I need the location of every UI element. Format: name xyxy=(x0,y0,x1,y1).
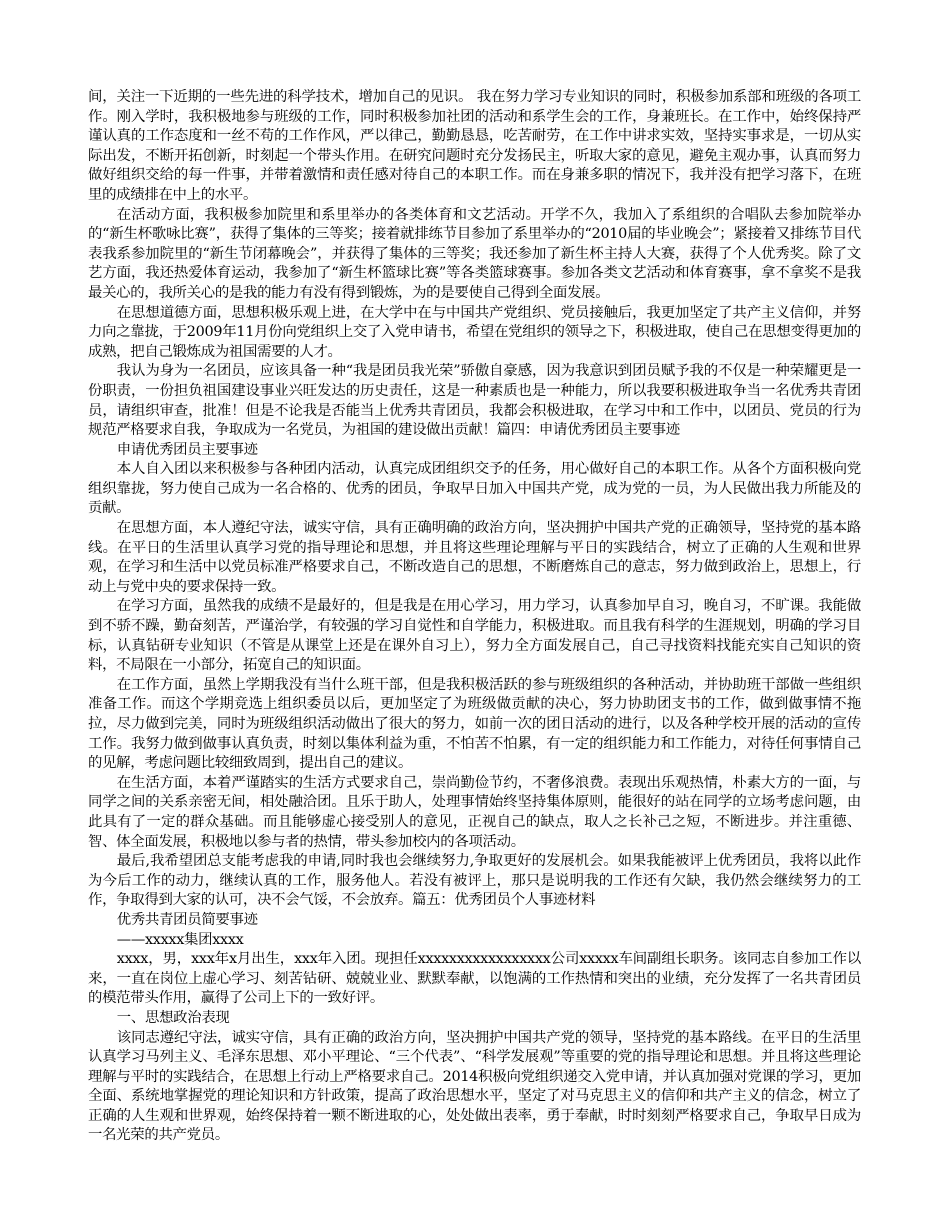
paragraph-10: 在生活方面，本着严谨踏实的生活方式要求自己，崇尚勤俭节约，不奢侈浪费。表现出乐观热情，朴素大方的一面，与同学之间的关系亲密无间，相处融洽团。且乐于助人，处理事情始终坚持集体原则，能很好的站在同学的立场考虑问题，由此具有了一定的群众基础。而且能够虚心接受别人的意见，正视自己的缺点，取人之长补己之短，不断进步。并注重德、智、体全面发展，积极地以参与者的热情，带头参加校内的各项活动。 xyxy=(88,774,861,850)
paragraph-8: 在学习方面，虽然我的成绩不是最好的，但是我是在用心学习，用力学习，认真参加早自习，晚自习，不旷课。我能做到不骄不躁，勤奋刻苦，严谨治学，有较强的学习自觉性和自学能力，积极进取。而且我有科学的生涯规划，明确的学习目标，认真钻研专业知识（不管是从课堂上还是在课外自习上），努力全方面发展自己，自己寻找资料找能充实自己知识的资料，不局限在一小部分，拓宽自己的知识面。 xyxy=(88,598,861,674)
paragraph-11: 最后,我希望团总支能考虑我的申请,同时我也会继续努力,争取更好的发展机会。如果我能被评上优秀团员，我将以此作为今后工作的动力，继续认真的工作，服务他人。若没有被评上，那只是说明我的工作还有欠缺，我仍然会继续努力的工作，争取得到大家的认可，决不会气馁，不会放弃。篇五：优秀团员个人事迹材料 xyxy=(88,853,861,909)
paragraph-14: xxxx，男，xxx年x月出生，xxx年入团。现担任xxxxxxxxxxxxxxxxx公司xxxxx车间副组长职务。该同志自参加工作以来，一直在岗位上虚心学习、刻苦钻研、兢兢业业、默默奉献，以饱满的工作热情和突出的业绩，充分发挥了一名共青团员的模范带头作用，赢得了公司上下的一致好评。 xyxy=(88,951,861,1007)
heading-brief: 优秀共青团员简要事迹 xyxy=(116,911,258,928)
paragraph-9: 在工作方面，虽然上学期我没有当什么班干部，但是我积极活跃的参与班级组织的各种活动，并协助班干部做一些组织准备工作。而这个学期竞选上组织委员以后，更加坚定了为班级做贡献的决心，努力协助团支书的工作，做到做事情不拖拉，尽力做到完美，同时为班级组织活动做出了很大的努力，如前一次的团日活动的进行，以及各种学校开展的活动的宣传工作。我努力做到做事认真负责，时刻以集体利益为重，不怕苦不怕累，有一定的组织能力和工作能力，对待任何事情自己的见解，考虑问题比较细致周到，提出自己的建议。 xyxy=(88,676,861,772)
heading-company: ——xxxxx集团xxxx xyxy=(116,931,244,948)
document-page xyxy=(88,88,861,1146)
section-heading-politics: 一、思想政治表现 xyxy=(116,1009,230,1026)
paragraph-7: 在思想方面，本人遵纪守法，诚实守信，具有正确明确的政治方向，坚决拥护中国共产党的正确领导，坚持党的基本路线。在平日的生活里认真学习党的指导理论和思想，并且将这些理论理解与平日的实践结合，树立了正确的人生观和世界观，在学习和生活中以党员标准严格要求自己，不断改造自己的思想，不断磨炼自己的意志，努力做到政治上，思想上，行动上与党中央的要求保持一致。 xyxy=(88,520,861,595)
paragraph-3: 在思想道德方面，思想积极乐观上进，在大学中在与中国共产党组织、党员接触后，我更加坚定了共产主义信仰，并努力向之靠拢，于2009年11月份向党组织上交了入党申请书，希望在党组织的领导之下，积极进取，使自己在思想变得更加的成熟，把自己锻炼成为祖国需要的人才。 xyxy=(88,304,861,360)
paragraph-2: 在活动方面，我积极参加院里和系里举办的各类体育和文艺活动。开学不久，我加入了系组织的合唱队去参加院举办的“新生杯歌咏比赛”，获得了集体的三等奖；接着就排练节目参加了系里举办的“2010届的毕业晚会”；紧接着又排练节目代表我系参加院里的“新生节闭幕晚会”，并获得了集体的三等奖；我还参加了新生杯主持人大赛，获得了个人优秀奖。除了文艺方面，我还热爱体育运动，我参加了“新生杯篮球比赛”等各类篮球赛事。参加各类文艺活动和体育赛事，拿不拿奖不是我最关心的，我所关心的是我的能力有没有得到锻炼，为的是要使自己得到全面发展。 xyxy=(88,206,861,301)
heading-application: 申请优秀团员主要事迹 xyxy=(116,441,258,458)
paragraph-16: 该同志遵纪守法，诚实守信，具有正确的政治方向，坚决拥护中国共产党的领导，坚持党的基本路线。在平日的生活里认真学习马列主义、毛泽东思想、邓小平理论、“三个代表”、“科学发展观”等重要的党的指导理论和思想。并且将这些理论理解与平时的实践结合，在思想上行动上严格要求自己。2014积极向党组织递交入党申请，并认真加强对党课的学习，更加全面、系统地掌握党的理论知识和方针政策，提高了政治思想水平，坚定了对马克思主义的信仰和共产主义的信念，树立了正确的人生观和世界观，始终保持着一颗不断进取的心，处处做出表率，勇于奉献，时时刻刻严格要求自己，争取早日成为一名光荣的共产党员。 xyxy=(88,1029,861,1144)
paragraph-4: 我认为身为一名团员，应该具备一种“我是团员我光荣”骄傲自豪感，因为我意识到团员赋予我的不仅是一种荣耀更是一份职责，一份担负祖国建设事业兴旺发达的历史责任，这是一种素质也是一种能力，所以我要积极进取争当一名优秀共青团员，请组织审查，批准！但是不论我是否能当上优秀共青团员，我都会积极进取，在学习中和工作中，以团员、党员的行为规范严格要求自我，争取成为一名党员，为祖国的建设做出贡献！篇四：申请优秀团员主要事迹 xyxy=(88,363,861,439)
paragraph-6: 本人自入团以来积极参与各种团内活动，认真完成团组织交予的任务，用心做好自己的本职工作。从各个方面积极向党组织靠拢，努力使自己成为一名合格的、优秀的团员，争取早日加入中国共产党，成为党的一员，为人民做出我力所能及的贡献。 xyxy=(88,461,861,517)
paragraph-1: 间，关注一下近期的一些先进的科学技术，增加自己的见识。 我在努力学习专业知识的同时，积极参加系部和班级的各项工作。刚入学时，我积极地参与班级的工作，同时积极参加社团的活动和系学生会的工作，身兼班长。在工作中，始终保持严谨认真的工作态度和一丝不苟的工作作风，严以律己，勤勤恳恳，吃苦耐劳，在工作中讲求实效，坚持实事求是，一切从实际出发，不断开拓创新，时刻起一个带头作用。在研究问题时充分发扬民主，听取大家的意见，避免主观办事，认真而努力做好组织交给的每一件事，并带着激情和责任感对待自己的本职工作。而在身兼多职的情况下，我并没有把学习落下，在班里的成绩排在中上的水平。 xyxy=(88,89,861,203)
